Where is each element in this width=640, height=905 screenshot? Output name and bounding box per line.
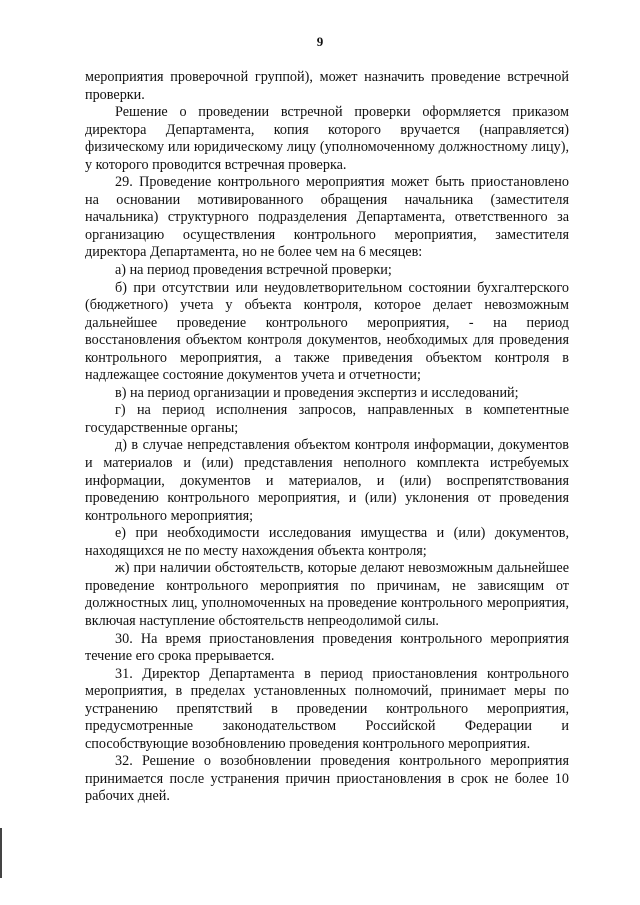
paragraph-30: 30. На время приостановления проведения контрольного мероприятия течение его срока прерывается. <box>85 630 569 665</box>
document-body <box>85 69 569 806</box>
scan-margin-mark <box>0 828 2 878</box>
paragraph-29-b: б) при отсутствии или неудовлетворительном состоянии бухгалтерского (бюджетного) учета у объекта контроля, которое делает невозможным дальнейшее проведение контрольного мероприятия, - на период восстановления объектом контроля документов, необходимых для проведения контрольного мероприятия, а также приведения объектом контроля в надлежащее состояние документов учета и отчетности; <box>85 279 569 384</box>
paragraph-29-zh: ж) при наличии обстоятельств, которые делают невозможным дальнейшее проведение контрольного мероприятия по причинам, не зависящим от должностных лиц, уполномоченных на проведение контрольного мероприятия, включая наступление обстоятельств непреодолимой силы. <box>85 560 569 629</box>
paragraph-29-v: в) на период организации и проведения экспертиз и исследований; <box>115 384 519 401</box>
paragraph-29-e: е) при необходимости исследования имущества и (или) документов, находящихся не по месту нахождения объекта контроля; <box>85 525 569 559</box>
paragraph-counter-check-decision: Решение о проведении встречной проверки оформляется приказом директора Департамента, копия которого вручается (направляется) физическому или юридическому лицу (уполномоченному должностному лицу), у которого проводится встречная проверка. <box>85 104 569 173</box>
paragraph-29-g: г) на период исполнения запросов, направленных в компетентные государственные органы; <box>85 402 569 436</box>
paragraph-32: 32. Решение о возобновлении проведения контрольного мероприятия принимается после устранения причин приостановления в срок не более 10 рабочих дней. <box>85 753 569 805</box>
paragraph-29-a: а) на период проведения встречной проверки; <box>115 262 392 279</box>
paragraph-29-d: д) в случае непредставления объектом контроля информации, документов и материалов и (или) представления неполного комплекта истребуемых информации, документов и материалов, и (или) воспрепятствования проведению контрольного мероприятия, и (или) уклонения от проведения контрольного мероприятия; <box>85 437 569 524</box>
paragraph-continuation: мероприятия проверочной группой), может назначить проведение встречной проверки. <box>85 69 569 103</box>
paragraph-29: 29. Проведение контрольного мероприятия может быть приостановлено на основании мотивированного обращения начальника (заместителя начальника) структурного подразделения Департамента, ответственного за организацию осуществления контрольного мероприятия, заместителя директора Департамента, но не более чем на 6 месяцев: <box>85 174 569 261</box>
page-number: 9 <box>316 34 324 49</box>
paragraph-31: 31. Директор Департамента в период приостановления контрольного мероприятия, в пределах установленных полномочий, принимает меры по устранению препятствий в проведении контрольного мероприятия, предусмотренные законодательством Российской Федерации и способствующие возобновлению проведения контрольного мероприятия. <box>85 665 569 752</box>
